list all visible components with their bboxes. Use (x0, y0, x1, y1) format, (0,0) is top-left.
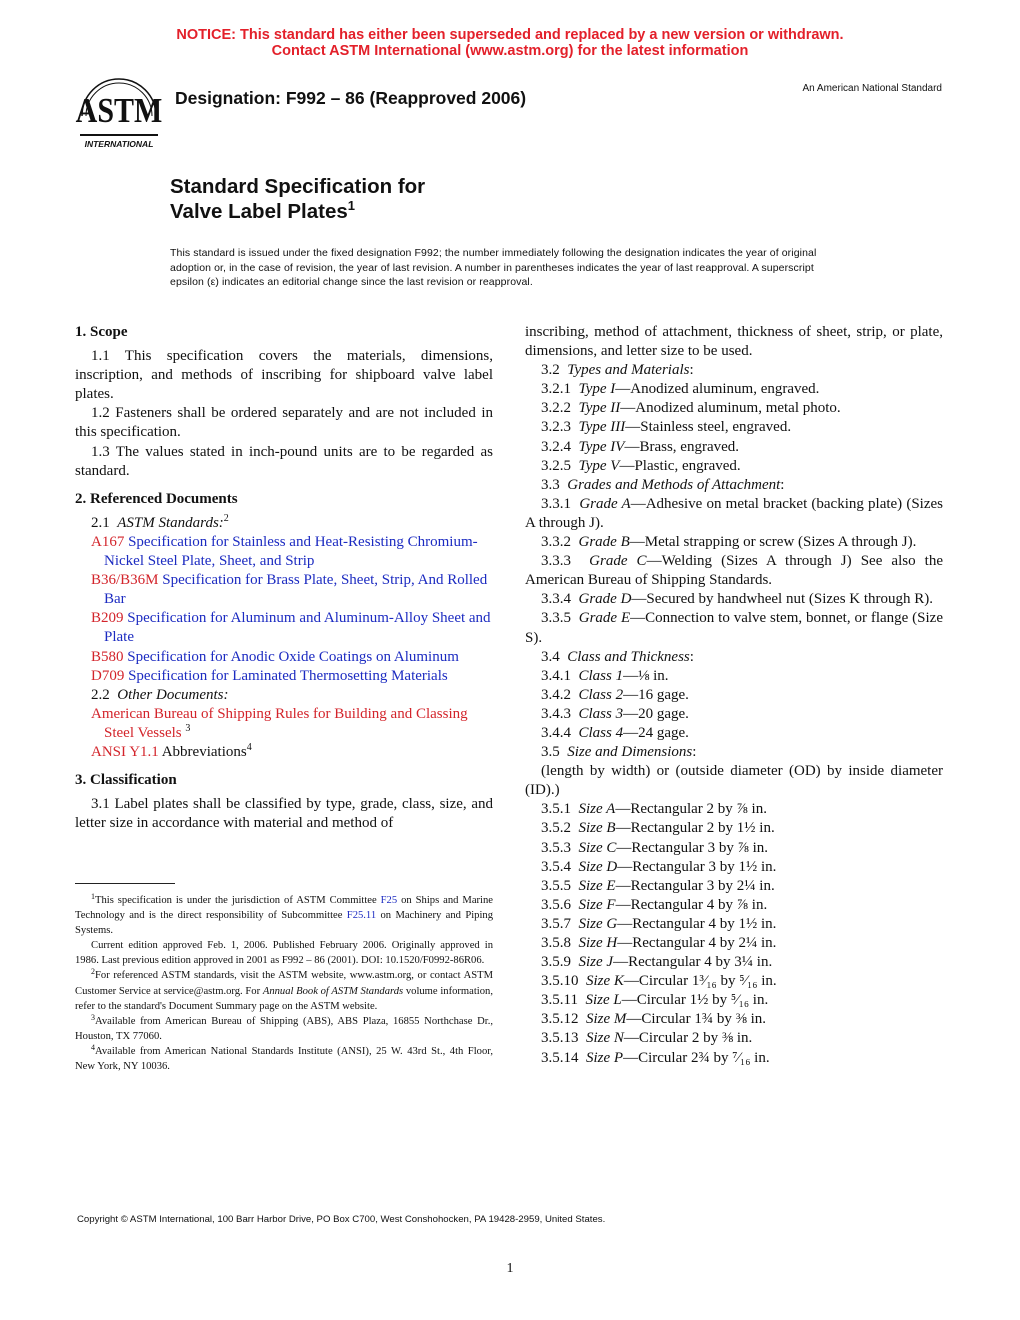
type-3: 3.2.3 Type III—Stainless steel, engraved. (541, 419, 792, 436)
intro-paragraph: This standard is issued under the fixed designation F992; the number immediately following the designation indicates the year of original adoption or, in the case of revision, the year of last revision. A number in parentheses indicates the year of last reapproval. A superscript epsilon (ε) indicates an editorial change since the last revision or reapproval. (170, 247, 817, 288)
footnotes (75, 883, 493, 1074)
size-d: 3.5.4 Size D—Rectangular 3 by 1½ in. (541, 858, 777, 875)
scope-1-2: 1.2 Fasteners shall be ordered separately and are not included in this specification. (75, 405, 493, 441)
grade-b: 3.3.2 Grade B—Metal strapping or screw (Sizes A through J). (541, 534, 917, 551)
refs-2-2: 2.2 Other Documents: (91, 686, 229, 703)
size-h: 3.5.8 Size H—Rectangular 4 by 2¼ in. (541, 935, 777, 951)
size-j: 3.5.9 Size J—Rectangular 4 by 3¼ in. (541, 954, 773, 971)
right-column (525, 323, 943, 1068)
size-f: 3.5.6 Size F—Rectangular 4 by ⅞ in. (541, 896, 768, 913)
link-f25-11[interactable]: F25.11 (346, 910, 377, 922)
footnote-rule (75, 883, 175, 884)
type-5: 3.2.5 Type V—Plastic, engraved. (541, 457, 741, 474)
logo-subtitle: INTERNATIONAL (84, 139, 154, 149)
astm-logo (74, 76, 164, 151)
section-3-5: 3.5 Size and Dimensions: (541, 744, 697, 761)
ref-abs[interactable]: American Bureau of Shipping Rules for Building and Classing Steel Vessels $^3$ (91, 705, 468, 741)
title-footnote-mark: 1 (347, 198, 356, 213)
link-f25[interactable]: F25 (380, 895, 398, 906)
grade-c: 3.3.3 Grade C—Welding (Sizes A through J) See also the American Bureau of Shipping Standards. (525, 553, 943, 589)
grade-d: 3.3.4 Grade D—Secured by handwheel nut (Sizes K through R). (541, 591, 934, 608)
classification-3-1: 3.1 Label plates shall be classified by type, grade, class, size, and letter size in accordance with material and method of (75, 796, 493, 832)
section-3-3: 3.3 Grades and Methods of Attachment: (541, 476, 785, 493)
size-note: (length by width) or (outside diameter (OD) by inside diameter (ID).) (525, 763, 943, 799)
copyright: Copyright © ASTM International, 100 Barr Harbor Drive, PO Box C700, West Conshohocken, PA 19428-2959, United States. (77, 1214, 606, 1225)
classification-heading: 3. Classification (75, 772, 177, 789)
notice-line-1: NOTICE: This standard has either been superseded and replaced by a new version or withdrawn. (176, 27, 844, 43)
size-k: 3.5.10 Size K—Circular 1³⁄₁₆ by ⁵⁄₁₆ in. (541, 973, 777, 990)
scope-heading: 1. Scope (75, 324, 128, 340)
class-2: 3.4.2 Class 2—16 gage. (541, 686, 689, 703)
ref-b36[interactable]: B36/B36M Specification for Brass Plate, Sheet, Strip, And Rolled Bar (91, 572, 488, 608)
size-b: 3.5.2 Size B—Rectangular 2 by 1½ in. (541, 820, 775, 837)
scope-1-3: 1.3 The values stated in inch-pound units are to be regarded as standard. (75, 443, 493, 479)
ref-d709[interactable]: D709 Specification for Laminated Thermosetting Materials (91, 667, 448, 684)
type-4: 3.2.4 Type IV—Brass, engraved. (541, 438, 740, 455)
ref-b580[interactable]: B580 Specification for Anodic Oxide Coatings on Aluminum (91, 648, 459, 665)
section-3-2: 3.2 Types and Materials: (541, 362, 694, 379)
title-line-1: Standard Specification for (170, 175, 426, 198)
size-n: 3.5.13 Size N—Circular 2 by ⅜ in. (541, 1030, 753, 1047)
title-line-2: Valve Label Plates (170, 200, 348, 223)
footnote-2: $^2$For referenced ASTM standards, visit the ASTM website, www.astm.org, or contact ASTM Customer Service at service@astm.org. For Annual Book of ASTM Standards volume information, refer to the standard's Document Summary page on the ASTM website. (75, 967, 493, 1012)
american-national-standard: An American National Standard (802, 83, 942, 94)
size-m: 3.5.12 Size M—Circular 1¾ by ⅜ in. (541, 1011, 766, 1028)
size-g: 3.5.7 Size G—Rectangular 4 by 1½ in. (541, 915, 777, 932)
notice-line-2: Contact ASTM International (www.astm.org) for the latest information (271, 43, 749, 59)
classification-continued: inscribing, method of attachment, thickness of sheet, strip, or plate, dimensions, and letter size to be used. (525, 324, 943, 360)
notice-banner (0, 27, 1020, 59)
type-1: 3.2.1 Type I—Anodized aluminum, engraved. (541, 381, 820, 398)
designation: Designation: F992 – 86 (Reapproved 2006) (175, 88, 527, 108)
grade-a: 3.3.1 Grade A—Adhesive on metal bracket (backing plate) (Sizes A through J). (525, 495, 943, 531)
ref-b209[interactable]: B209 Specification for Aluminum and Aluminum-Alloy Sheet and Plate (91, 610, 491, 646)
size-c: 3.5.3 Size C—Rectangular 3 by ⅞ in. (541, 839, 769, 856)
class-1: 3.4.1 Class 1—⅛ in. (541, 667, 669, 684)
document-title (170, 174, 425, 224)
section-3-4: 3.4 Class and Thickness: (541, 648, 694, 665)
page-number: 1 (506, 1261, 514, 1276)
size-a: 3.5.1 Size A—Rectangular 2 by ⅞ in. (541, 801, 767, 818)
footnote-4: $^4$Available from American National Standards Institute (ANSI), 25 W. 43rd St., 4th Floor, New York, NY 10036. (75, 1042, 493, 1073)
footnote-1: $^1$This specification is under the jurisdiction of ASTM Committee F25 on Ships and Marine Technology and is the direct responsibility of Subcommittee F25.11 on Machinery and Piping Systems. (75, 892, 493, 937)
footnote-3: $^3$Available from American Bureau of Shipping (ABS), ABS Plaza, 16855 Northchase Dr., Houston, TX 77060. (75, 1012, 493, 1042)
left-column (75, 323, 493, 833)
size-l: 3.5.11 Size L—Circular 1½ by ⁵⁄₁₆ in. (541, 992, 769, 1009)
size-e: 3.5.5 Size E—Rectangular 3 by 2¼ in. (541, 877, 775, 894)
refs-heading: 2. Referenced Documents (75, 490, 238, 507)
class-4: 3.4.4 Class 4—24 gage. (541, 724, 689, 741)
size-p: 3.5.14 Size P—Circular 2¾ by ⁷⁄₁₆ in. (541, 1049, 770, 1066)
refs-2-1: 2.1 ASTM Standards:$^2$ (91, 512, 229, 531)
footnote-edition: Current edition approved Feb. 1, 2006. Published February 2006. Originally approved in 1986. Last previous edition approved in 2001 as F992 – 86 (2001). DOI: 10.1520/F0992-86R06. (75, 940, 493, 967)
type-2: 3.2.2 Type II—Anodized aluminum, metal photo. (541, 400, 841, 417)
ref-a167[interactable]: A167 Specification for Stainless and Heat-Resisting Chromium-Nickel Steel Plate, Sheet, and Strip (91, 533, 478, 570)
ref-ansi[interactable]: ANSI Y1.1 Abbreviations$^4$ (91, 741, 252, 760)
scope-1-1: 1.1 This specification covers the materials, dimensions, inscription, and methods of inscribing for shipboard valve label plates. (75, 348, 493, 403)
logo-wordmark: ASTM (75, 91, 163, 130)
class-3: 3.4.3 Class 3—20 gage. (541, 705, 689, 722)
grade-e: 3.3.5 Grade E—Connection to valve stem, bonnet, or flange (Size S). (525, 610, 943, 646)
